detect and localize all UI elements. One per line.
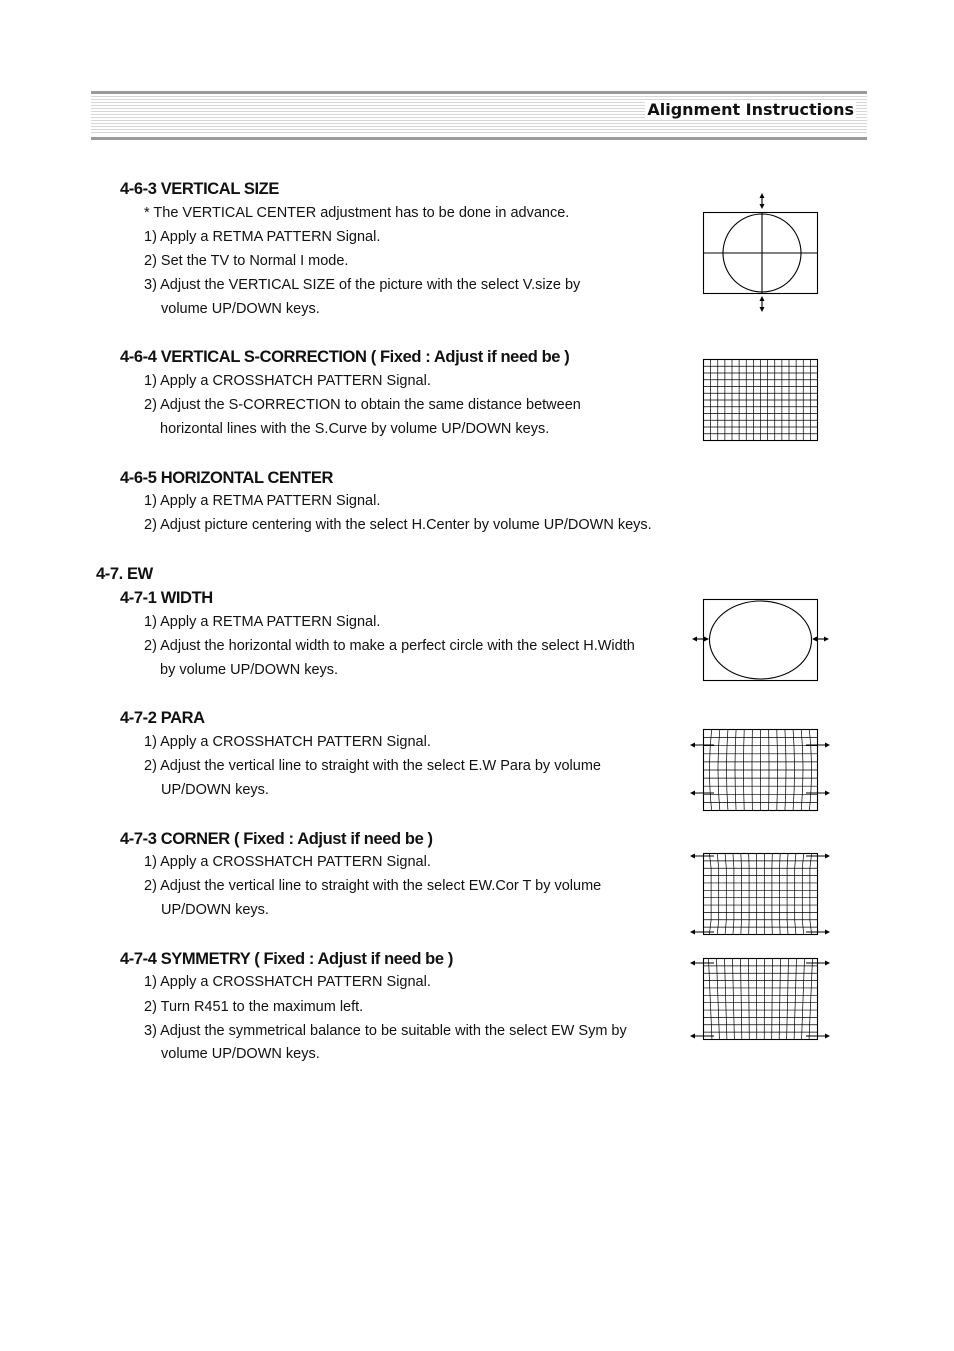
section-heading-width: 4-7-1 WIDTH (120, 589, 213, 607)
hatch-line (809, 959, 812, 1040)
para-step-2: 2) Adjust the vertical line to straight with the select E.W Para by volume (144, 758, 601, 774)
hatch-line (741, 854, 742, 935)
section-heading-symmetry: 4-7-4 SYMMETRY ( Fixed : Adjust if need be ) (120, 950, 453, 968)
vertical-size-note: * The VERTICAL CENTER adjustment has to be done in advance. (144, 205, 570, 221)
hatch-line (725, 854, 726, 935)
section-heading-s-correction: 4-6-4 VERTICAL S-CORRECTION ( Fixed : Adjust if need be ) (120, 348, 570, 366)
width-step-2: 2) Adjust the horizontal width to make a perfect circle with the select H.Width (144, 638, 635, 654)
width-step-2-cont: by volume UP/DOWN keys. (160, 662, 339, 678)
corner-step-2-cont: UP/DOWN keys. (161, 902, 269, 918)
hatch-line (780, 854, 781, 935)
hatch-line (810, 854, 812, 935)
corner-step-2: 2) Adjust the vertical line to straight with the select EW.Cor T by volume (144, 878, 602, 894)
section-heading-horizontal-center: 4-6-5 HORIZONTAL CENTER (120, 469, 333, 487)
page-header (91, 91, 867, 140)
crosshatch-symmetry-diagram (688, 953, 834, 1045)
chapter-heading-ew: 4-7. EW (96, 565, 153, 583)
s-correction-step-1: 1) Apply a CROSSHATCH PATTERN Signal. (144, 373, 431, 389)
vertical-size-step-2: 2) Set the TV to Normal I mode. (144, 253, 349, 269)
crosshatch-corner-diagram (688, 848, 834, 940)
para-step-2-cont: UP/DOWN keys. (161, 782, 269, 798)
vertical-size-step-3: 3) Adjust the VERTICAL SIZE of the picture with the select V.size by (144, 277, 581, 293)
symmetry-step-3-cont: volume UP/DOWN keys. (161, 1046, 320, 1062)
section-heading-corner: 4-7-3 CORNER ( Fixed : Adjust if need be ) (120, 830, 433, 848)
section-heading-vertical-size: 4-6-3 VERTICAL SIZE (120, 180, 279, 198)
width-step-1: 1) Apply a RETMA PATTERN Signal. (144, 614, 381, 630)
vertical-size-step-3-cont: volume UP/DOWN keys. (161, 301, 320, 317)
vertical-size-step-1: 1) Apply a RETMA PATTERN Signal. (144, 229, 381, 245)
retma-vertical-size-diagram (696, 190, 826, 316)
symmetry-step-3: 3) Adjust the symmetrical balance to be suitable with the select EW Sym by (144, 1023, 627, 1039)
symmetry-step-2: 2) Turn R451 to the maximum left. (144, 999, 364, 1015)
header-rule-top (91, 91, 867, 94)
crosshatch-para-diagram (688, 724, 834, 816)
s-correction-step-2: 2) Adjust the S-CORRECTION to obtain the same distance between (144, 397, 581, 413)
hatch-line (802, 959, 805, 1040)
hatch-line (709, 959, 712, 1040)
hatch-line (709, 854, 711, 935)
hatch-line (717, 854, 718, 935)
hatch-line (717, 959, 720, 1040)
s-correction-step-2-cont: horizontal lines with the S.Curve by volume UP/DOWN keys. (160, 421, 550, 437)
hatch-line (795, 854, 796, 935)
hatch-line (802, 854, 803, 935)
symmetry-step-1: 1) Apply a CROSSHATCH PATTERN Signal. (144, 974, 431, 990)
hatch-line (779, 959, 780, 1040)
hatch-line (741, 959, 742, 1040)
hatch-line (749, 959, 750, 1040)
hatch-line (733, 854, 734, 935)
hatch-line (787, 854, 788, 935)
horizontal-center-step-1: 1) Apply a RETMA PATTERN Signal. (144, 493, 381, 509)
hatch-line (772, 959, 773, 1040)
hatch-line (733, 959, 735, 1040)
corner-step-1: 1) Apply a CROSSHATCH PATTERN Signal. (144, 854, 431, 870)
hatch-line (794, 959, 796, 1040)
para-step-1: 1) Apply a CROSSHATCH PATTERN Signal. (144, 734, 431, 750)
header-rule-bottom (91, 137, 867, 140)
retma-width-diagram (688, 596, 834, 686)
section-heading-para: 4-7-2 PARA (120, 709, 205, 727)
header-title: Alignment Instructions (647, 100, 854, 119)
crosshatch-s-correction-diagram (696, 353, 826, 447)
hatch-line (725, 959, 727, 1040)
hatch-line (787, 959, 789, 1040)
horizontal-center-step-2: 2) Adjust picture centering with the select H.Center by volume UP/DOWN keys. (144, 517, 652, 533)
